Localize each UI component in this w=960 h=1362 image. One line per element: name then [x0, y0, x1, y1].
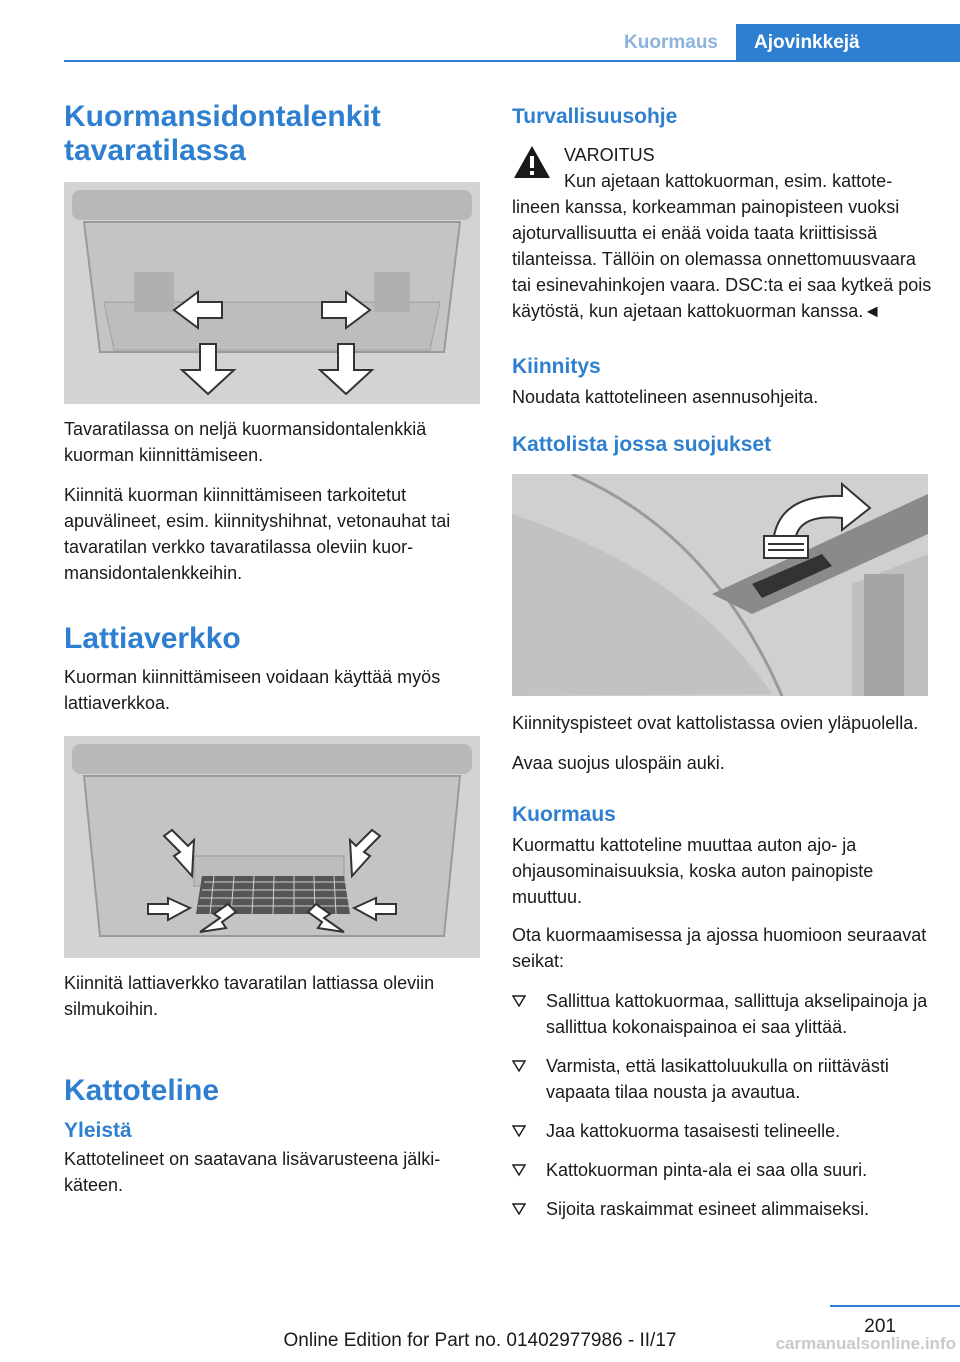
paragraph-lattiaverkko: Kuorman kiinnittämiseen voidaan käyttää myös lattiaverkkoa. — [64, 667, 441, 713]
tab-ajovinkkeja[interactable]: Ajovinkkejä — [736, 24, 960, 62]
roof-rail-illustration — [512, 474, 928, 696]
floor-net-illustration — [64, 736, 480, 958]
subsection-title-kattolista: Kattolista jossa suojukset — [512, 433, 772, 456]
subsection-title-kiinnitys: Kiinnitys — [512, 355, 601, 378]
loading-rules-list — [512, 988, 932, 1222]
page-number: 201 — [864, 1316, 896, 1337]
trunk-lashing-points-figure — [64, 182, 480, 404]
edition-line: Online Edition for Part no. 01402977986 - II/17 — [283, 1330, 677, 1351]
list-item-text: Kattokuorman pinta-ala ei saa olla suuri. — [546, 1160, 868, 1180]
paragraph-kattolista-open: Avaa suojus ulospäin auki. — [512, 753, 725, 773]
warning-block — [512, 142, 932, 324]
caption-lattiaverkko: Kiinnitä lattiaverkko tavaratilan lattiassa oleviin silmukoihin. — [64, 973, 435, 1019]
subsection-title-yleista: Yleistä — [64, 1119, 132, 1142]
triangle-bullet-icon — [512, 1124, 526, 1138]
triangle-bullet-icon — [512, 1059, 526, 1073]
paragraph-kuormaus-1: Kuormattu kattoteline muuttaa auton ajo- ja ohjausominaisuuksia, koska auton painopiste muuttuu. — [512, 835, 874, 907]
list-item — [512, 1118, 932, 1144]
list-item-text: Sijoita raskaimmat esineet alimmaiseksi. — [546, 1199, 870, 1219]
section-title-lattiaverkko: Lattiaverkko — [64, 622, 241, 655]
triangle-bullet-icon — [512, 1202, 526, 1216]
paragraph-kuormaus-2: Ota kuormaamisessa ja ajossa huomioon seuraavat seikat: — [512, 925, 927, 971]
list-item-text: Jaa kattokuorma tasaisesti telineelle. — [546, 1121, 841, 1141]
list-item — [512, 1053, 932, 1105]
trunk-illustration — [64, 182, 480, 404]
watermark: carmanualsonline.info — [775, 1334, 956, 1353]
section-title-kattoteline: Kattoteline — [64, 1074, 220, 1107]
list-item — [512, 988, 932, 1040]
paragraph-lashing-count: Tavaratilassa on neljä kuormansidontalenkkiä kuorman kiinnittämiseen. — [64, 419, 427, 465]
paragraph-yleista: Kattotelineet on saatavana lisävarusteena jälkikäteen. — [64, 1149, 441, 1195]
subsection-title-kuormaus: Kuormaus — [512, 803, 616, 826]
paragraph-kiinnitys: Noudata kattotelineen asennusohjeita. — [512, 387, 819, 407]
footer-rule — [830, 1305, 960, 1307]
tab-kuormaus[interactable]: Kuormaus — [624, 32, 718, 53]
roof-rail-figure — [512, 474, 928, 696]
left-column — [64, 100, 480, 1198]
warning-triangle-icon — [512, 144, 552, 180]
header-rule — [64, 60, 960, 62]
right-column — [512, 100, 932, 1235]
triangle-bullet-icon — [512, 1163, 526, 1177]
paragraph-lashing-usage: Kiinnitä kuorman kiinnittämiseen tarkoitetut apuvälineet, esim. kiinnityshihnat, vetonauhat tai tavaratilan verkko tavaratilassa oleviin kuormansidontalenkkeihin. — [64, 485, 451, 583]
floor-net-figure — [64, 736, 480, 958]
warning-text: Kun ajetaan kattokuorman, esim. kattotelineen kanssa, korkeamman painopisteen vuoksi ajoturvallisuutta ei enää voida taata kriittisissä tilanteissa. Tällöin on olemassa onnettomuusvaara tai esinevahinkojen vaara. DSC:ta ei saa kytkeä pois käytöstä, kun ajetaan kattokuorman kanssa.◄ — [512, 171, 932, 321]
list-item — [512, 1196, 932, 1222]
list-item — [512, 1157, 932, 1183]
triangle-bullet-icon — [512, 994, 526, 1008]
list-item-text: Sallittua kattokuormaa, sallittuja akselipainoja ja sallittua kokonaispainoa ei saa ylittää. — [546, 991, 928, 1037]
caption-kattolista: Kiinnityspisteet ovat kattolistassa ovien yläpuolella. — [512, 713, 919, 733]
section-title-kuormansidontalenkit: Kuormansidontalenkit tavaratilassa — [64, 100, 381, 167]
list-item-text: Varmista, että lasikattoluukulla on riittävästi vapaata tilaa nousta ja avautua. — [546, 1056, 889, 1102]
warning-label: VAROITUS — [564, 145, 655, 165]
subsection-title-turvallisuusohje: Turvallisuusohje — [512, 105, 678, 128]
